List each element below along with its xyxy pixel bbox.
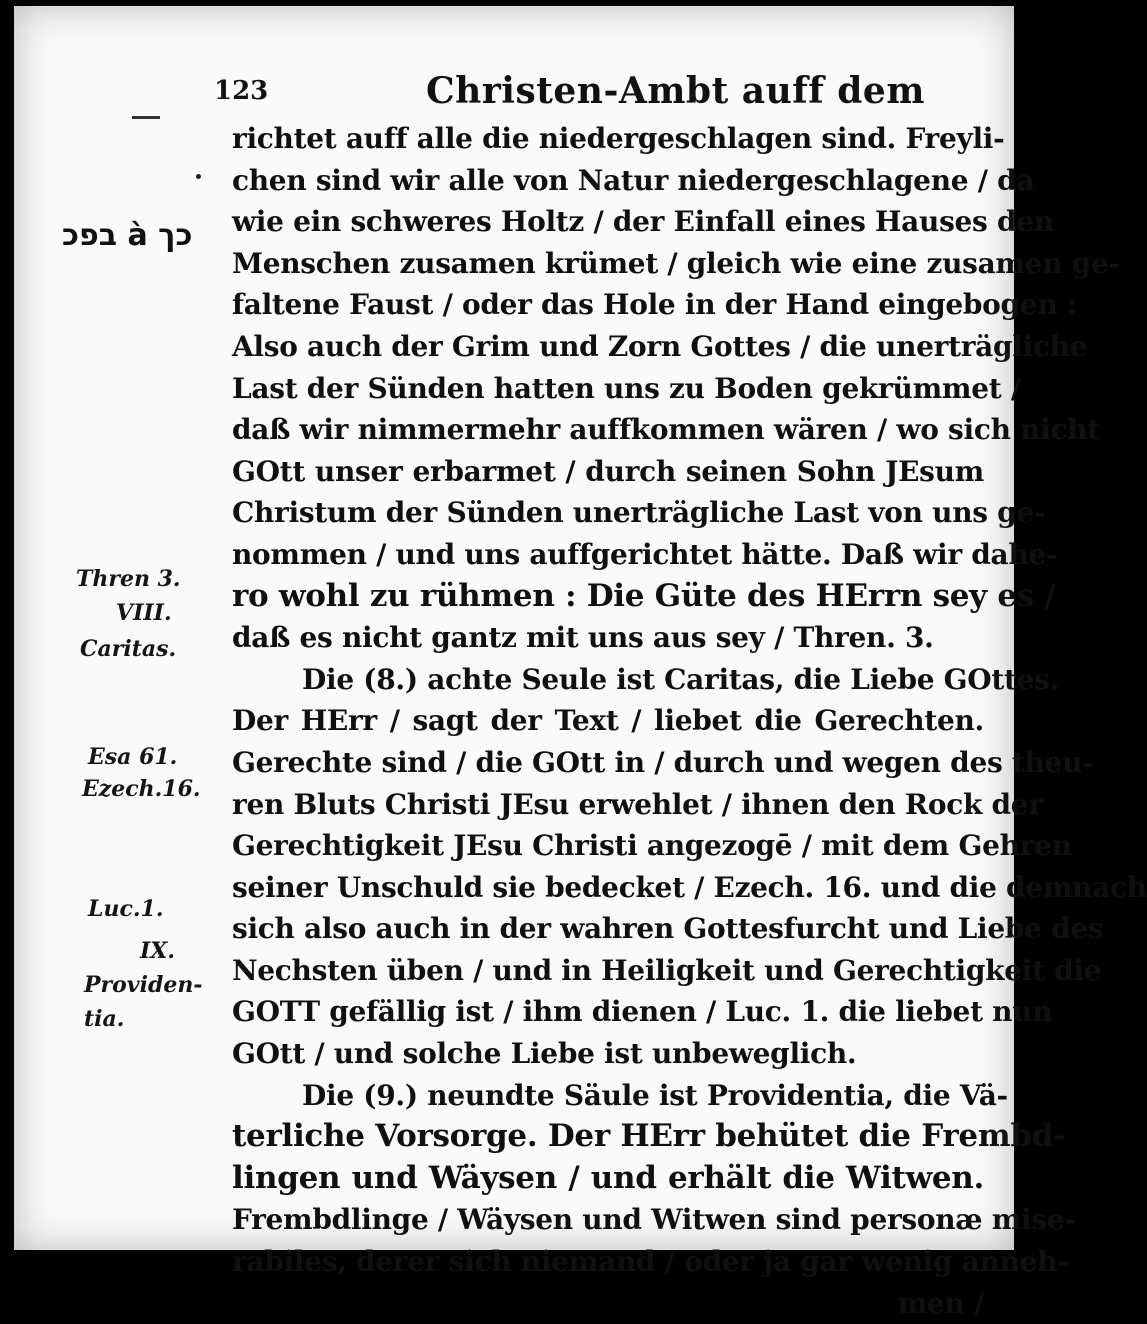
text-line: ren Bluts Christi JEsu erwehlet / ihnen den Rock der [232, 787, 1043, 821]
margin-note-ix: IX. [140, 938, 176, 964]
text-line: chen sind wir alle von Natur niedergeschlagene / da [232, 163, 1035, 197]
body-text [232, 118, 1147, 1324]
text-line: seiner Unschuld sie bedecket / Ezech. 16. und die demnach [232, 870, 1147, 904]
book-page [14, 6, 1147, 1320]
text-line: Last der Sünden hatten uns zu Boden gekrümmet / [232, 371, 1021, 405]
text-line: ro wohl zu rühmen : Die Güte des HErrn sey es / [232, 577, 1056, 614]
text-line: Also auch der Grim und Zorn Gottes / die unerträgliche [232, 329, 1088, 363]
text-line: Die (9.) neundte Säule ist Providentia, die Vä- [302, 1078, 1008, 1112]
text-line: Christum der Sünden unerträgliche Last von uns ge- [232, 496, 1046, 530]
margin-note-ezech: Ezech.16. [82, 776, 201, 802]
text-line: Frembdlinge / Wäysen und Witwen sind personæ mise- [232, 1203, 1076, 1237]
text-line: rabiles, derer sich niemand / oder ja gar wenig anneh- [232, 1245, 1069, 1279]
text-line: lingen und Wäysen / und erhält die Witwen. [232, 1159, 984, 1196]
margin-dash-mark [132, 116, 160, 119]
text-line: wie ein schweres Holtz / der Einfall eines Hauses den [232, 205, 1054, 239]
text-line: Die (8.) achte Seule ist Caritas, die Liebe GOttes. [302, 662, 1060, 696]
margin-note-hebrew: כך à בפכ [62, 218, 193, 253]
text-line: faltene Faust / oder das Hole in der Hand eingebogen : [232, 288, 1077, 322]
text-line: GOTT gefällig ist / ihm dienen / Luc. 1. die liebet nun [232, 995, 1053, 1029]
margin-dot-mark [196, 174, 201, 179]
text-line: Gerechte sind / die GOtt in / durch und wegen des theu- [232, 745, 1094, 779]
text-line: GOtt / und solche Liebe ist unbeweglich. [232, 1037, 857, 1071]
page-number: 123 [214, 76, 269, 106]
text-line: Der HErr / sagt der Text / liebet die Gerechten. [232, 704, 984, 738]
margin-note-providen: Providen- [84, 972, 203, 998]
text-line: Nechsten üben / und in Heiligkeit und Gerechtigkeit die [232, 953, 1102, 987]
margin-note-threni: Thren 3. [76, 566, 181, 592]
margin-note-luc: Luc.1. [88, 896, 164, 922]
text-line: men / [897, 1286, 984, 1320]
margin-note-tia: tia. [84, 1006, 125, 1032]
text-line: daß wir nimmermehr auffkommen wären / wo sich nicht [232, 413, 1100, 447]
text-line: sich also auch in der wahren Gottesfurcht und Liebe des [232, 912, 1104, 946]
margin-note-caritas: Caritas. [80, 636, 177, 662]
page-header [214, 70, 974, 116]
text-line: GOtt unser erbarmet / durch seinen Sohn JEsum [232, 454, 984, 488]
text-line: richtet auff alle die niedergeschlagen sind. Freyli- [232, 122, 1005, 155]
margin-note-viii: VIII. [116, 600, 172, 626]
text-line: Menschen zusamen krümet / gleich wie eine zusamen ge- [232, 246, 1120, 280]
margin-note-esa: Esa 61. [88, 744, 178, 770]
text-line: daß es nicht gantz mit uns aus sey / Thren. 3. [232, 621, 934, 655]
text-line: Gerechtigkeit JEsu Christi angezogē / mit dem Gehren [232, 829, 1072, 863]
text-line: nommen / und uns auffgerichtet hätte. Daß wir dahe- [232, 537, 1058, 571]
running-title: Christen-Ambt auff dem [426, 70, 925, 112]
text-line: terliche Vorsorge. Der HErr behütet die Frembd- [232, 1118, 1066, 1155]
